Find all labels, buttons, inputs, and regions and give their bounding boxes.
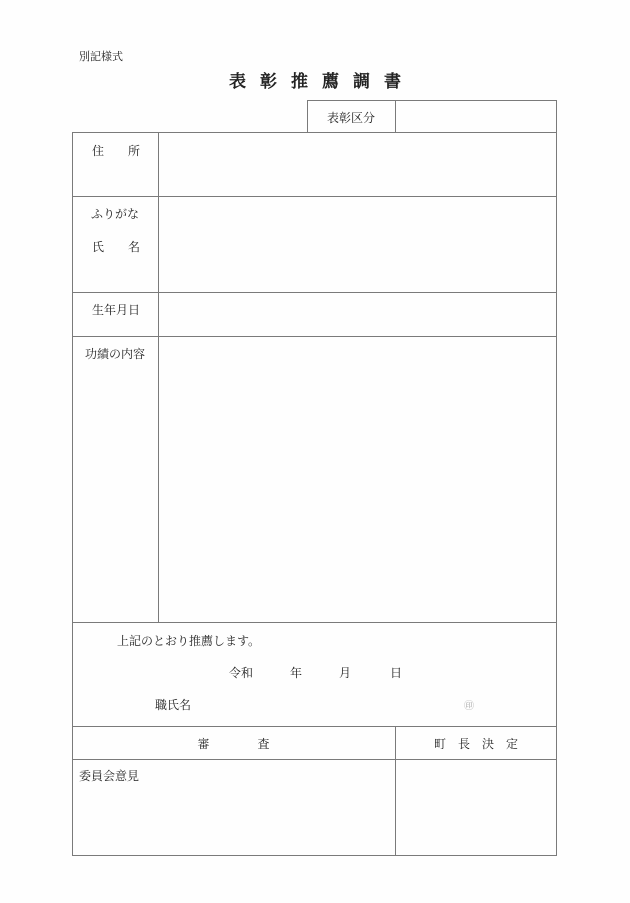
form-number: 別記様式 [79, 50, 123, 63]
recommendation-statement: 上記のとおり推薦します。 [117, 634, 261, 648]
committee-opinion-input[interactable] [73, 785, 395, 855]
address-label: 住 所 [92, 144, 141, 158]
page-title: 表彰推薦調書 [229, 72, 415, 92]
year-label: 年 [290, 666, 303, 680]
mayor-decision-input[interactable] [396, 760, 556, 855]
name-label: 氏 名 [92, 240, 141, 254]
furigana-label: ふりがな [91, 207, 140, 221]
official-label: 職氏名 [155, 698, 192, 712]
mayor-decision-header: 町 長 決 定 [433, 737, 518, 751]
seal-icon: ㊞ [464, 701, 474, 712]
achievements-label: 功績の内容 [85, 347, 146, 361]
name-input[interactable] [159, 197, 556, 292]
committee-opinion-label: 委員会意見 [79, 769, 140, 783]
category-label: 表彰区分 [327, 111, 376, 125]
birthdate-input[interactable] [159, 293, 556, 336]
address-input[interactable] [159, 133, 556, 196]
achievements-input[interactable] [159, 337, 556, 622]
day-label: 日 [390, 666, 403, 680]
month-label: 月 [339, 666, 352, 680]
era-label: 令和 [229, 666, 254, 680]
review-header: 審 査 [197, 737, 270, 751]
birthdate-label: 生年月日 [92, 303, 141, 317]
category-input[interactable] [396, 101, 556, 132]
